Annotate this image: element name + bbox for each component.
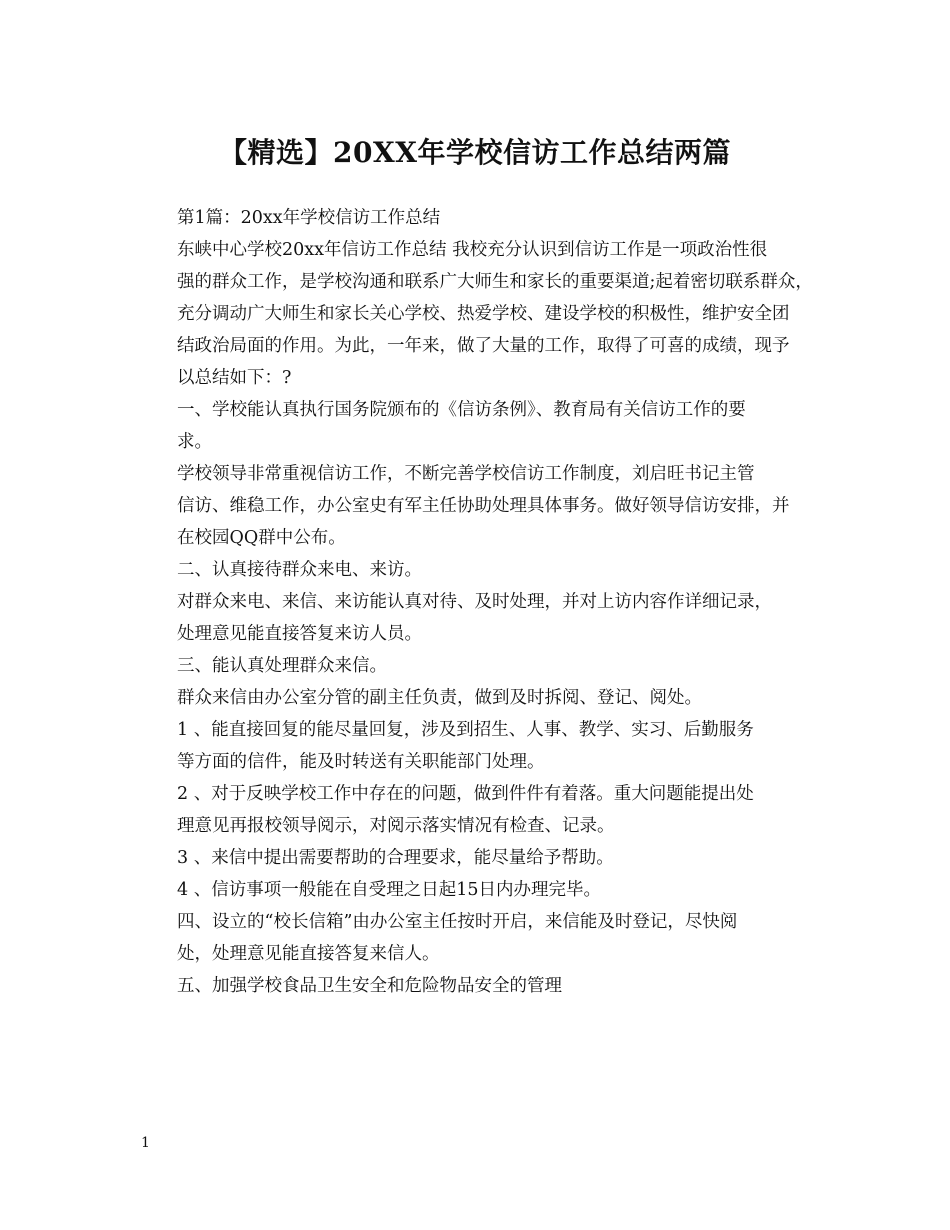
paragraph-line: 二、认真接待群众来电、来访。 — [177, 560, 422, 580]
paragraph-line: 4 、信访事项一般能在自受理之日起15日内办理完毕。 — [177, 880, 601, 900]
paragraph-14 — [141, 970, 821, 1002]
paragraph-line: 五、加强学校食品卫生安全和危险物品安全的管理 — [177, 976, 562, 996]
paragraph-line: 四、设立的“校长信箱”由办公室主任按时开启，来信能及时登记，尽快阅 — [177, 912, 738, 932]
paragraph-line: 3 、来信中提出需要帮助的合理要求，能尽量给予帮助。 — [177, 848, 614, 868]
paragraph-10 — [141, 778, 821, 842]
paragraph-7 — [141, 650, 821, 682]
paragraph-1 — [141, 202, 821, 234]
paragraph-line: 群众来信由办公室分管的副主任负责，做到及时拆阅、登记、阅处。 — [177, 688, 702, 708]
paragraph-line: 以总结如下：? — [177, 368, 292, 388]
paragraph-line: 等方面的信件，能及时转送有关职能部门处理。 — [177, 752, 545, 772]
paragraph-5 — [141, 554, 821, 586]
paragraph-8 — [141, 682, 821, 714]
paragraph-2 — [141, 234, 821, 394]
paragraph-line: 处理意见能直接答复来访人员。 — [177, 624, 422, 644]
paragraph-4 — [141, 458, 821, 554]
paragraph-line: 理意见再报校领导阅示，对阅示落实情况有检查、记录。 — [177, 816, 615, 836]
page-number: 1 — [141, 1135, 150, 1151]
paragraph-13 — [141, 906, 821, 970]
paragraph-line: 结政治局面的作用。为此，一年来，做了大量的工作，取得了可喜的成绩，现予 — [177, 336, 790, 356]
paragraph-line: 强的群众工作，是学校沟通和联系广大师生和家长的重要渠道;起着密切联系群众， — [177, 272, 813, 292]
paragraph-line: 1 、能直接回复的能尽量回复，涉及到招生、人事、教学、实习、后勤服务 — [177, 720, 754, 740]
paragraph-line: 一、学校能认真执行国务院颁布的《信访条例》、教育局有关信访工作的要 — [177, 400, 746, 420]
paragraph-line: 信访、维稳工作，办公室史有军主任协助处理具体事务。做好领导信访安排，并 — [177, 496, 790, 516]
paragraph-line: 对群众来电、来信、来访能认真对待、及时处理，并对上访内容作详细记录， — [177, 592, 772, 612]
paragraph-line: 三、能认真处理群众来信。 — [177, 656, 387, 676]
paragraph-line: 东峡中心学校20xx年信访工作总结 我校充分认识到信访工作是一项政治性很 — [177, 240, 768, 260]
paragraph-line: 第1篇：20xx年学校信访工作总结 — [177, 208, 441, 228]
paragraph-line: 在校园QQ群中公布。 — [177, 528, 346, 548]
paragraph-6 — [141, 586, 821, 650]
paragraph-11 — [141, 842, 821, 874]
paragraph-9 — [141, 714, 821, 778]
paragraph-line: 处，处理意见能直接答复来信人。 — [177, 944, 440, 964]
paragraph-12 — [141, 874, 821, 906]
paragraph-line: 学校领导非常重视信访工作，不断完善学校信访工作制度，刘启旺书记主管 — [177, 464, 755, 484]
paragraph-line: 2 、对于反映学校工作中存在的问题，做到件件有着落。重大问题能提出处 — [177, 784, 754, 804]
paragraph-line: 求。 — [177, 432, 212, 452]
paragraph-line: 充分调动广大师生和家长关心学校、热爱学校、建设学校的积极性，维护安全团 — [177, 304, 790, 324]
document-title: 【精选】20XX年学校信访工作总结两篇 — [219, 136, 731, 169]
paragraph-3 — [141, 394, 821, 458]
document-body — [141, 202, 821, 1002]
